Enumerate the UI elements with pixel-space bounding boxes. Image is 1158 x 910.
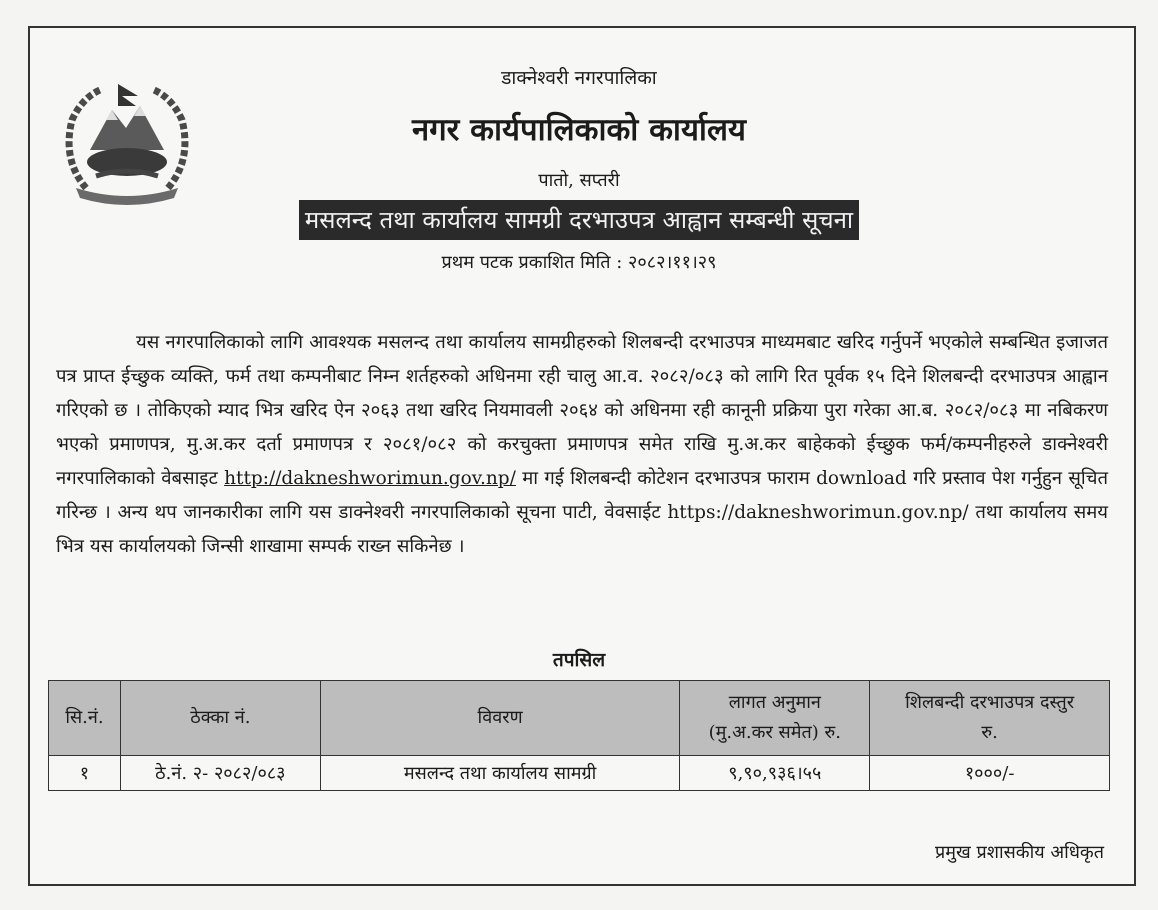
table-header-row bbox=[49, 681, 1110, 756]
website-link[interactable]: http://dakneshworimun.gov.np/ bbox=[224, 468, 516, 489]
notice-title-wrap bbox=[0, 200, 1158, 240]
header-sn: सि.नं. bbox=[49, 681, 121, 756]
notice-title: मसलन्द तथा कार्यालय सामग्री दरभाउपत्र आह्वान सम्बन्धी सूचना bbox=[299, 200, 859, 240]
publication-date: प्रथम पटक प्रकाशित मिति : २०८२।११।२९ bbox=[441, 252, 717, 273]
cell-contract-no: ठे.नं. २- २०८२/०८३ bbox=[120, 756, 320, 791]
header-description: विवरण bbox=[320, 681, 680, 756]
office-title: नगर कार्यपालिकाको कार्यालय bbox=[412, 112, 746, 148]
office-location: पातो, सप्तरी bbox=[538, 170, 620, 191]
header-fee bbox=[870, 681, 1110, 756]
municipality-name: डाक्नेश्वरी नगरपालिका bbox=[501, 67, 657, 89]
body-text-part2: मा गई शिलबन्दी कोटेशन दरभाउपत्र फाराम download गरि प्रस्ताव पेश गर्नुहुन सूचित गरिन्छ । अन्य थप जानकारीका लागि यस डाक्नेश्वरी नगरपालिकाको सूचना पाटी, वेवसाईट https://dakneshworimun.gov.np/ तथा कार्यालय समय भित्र यस कार्यालयको जिन्सी शाखामा सम्पर्क राख्न सकिनेछ । bbox=[56, 468, 1108, 557]
cell-cost-estimate: ९,९०,९३६।५५ bbox=[680, 756, 870, 791]
header-fee-line2: रु. bbox=[981, 722, 998, 743]
body-text-part1: यस नगरपालिकाको लागि आवश्यक मसलन्द तथा कार्यालय सामग्रीहरुको शिलबन्दी दरभाउपत्र माध्यमबाट खरिद गर्नुपर्ने भएकोले सम्बन्धित इजाजत पत्र प्राप्त ईच्छुक व्यक्ति, फर्म तथा कम्पनीबाट निम्न शर्तहरुको अधिनमा रही चालु आ.व. २०८२/०८३ को लागि रित पूर्वक १५ दिने शिलबन्दी दरभाउपत्र आह्वान गरिएको छ । तोकिएको म्याद भित्र खरिद ऐन २०६३ तथा खरिद नियमावली २०६४ को अधिनमा रही कानूनी प्रक्रिया पुरा गरेका आ.ब. २०८२/०८३ मा नबिकरण भएको प्रमाणपत्र, मु.अ.कर दर्ता प्रमाणपत्र र २०८१/०८२ को करचुक्ता प्रमाणपत्र समेत राखि मु.अ.कर बाहेकको ईच्छुक फर्म/कम्पनीहरुले डाक्नेश्वरी नगरपालिकाको वेबसाइट bbox=[56, 332, 1108, 489]
header-cost-estimate-line1: लागत अनुमान bbox=[728, 692, 821, 713]
schedule-title: तपसिल bbox=[552, 649, 606, 671]
header-cost-estimate bbox=[680, 681, 870, 756]
cell-sn: १ bbox=[49, 756, 121, 791]
schedule-table bbox=[48, 680, 1110, 791]
cell-description: मसलन्द तथा कार्यालय सामग्री bbox=[320, 756, 680, 791]
table-row bbox=[49, 756, 1110, 791]
header-contract-no: ठेक्का नं. bbox=[120, 681, 320, 756]
header-fee-line1: शिलबन्दी दरभाउपत्र दस्तुर bbox=[905, 692, 1075, 713]
signatory-title: प्रमुख प्रशासकीय अधिकृत bbox=[935, 842, 1104, 863]
notice-body bbox=[56, 326, 1108, 564]
cell-fee: १०००/- bbox=[870, 756, 1110, 791]
header-cost-estimate-line2: (मु.अ.कर समेत) रु. bbox=[708, 722, 841, 743]
notice-paragraph bbox=[56, 326, 1108, 564]
